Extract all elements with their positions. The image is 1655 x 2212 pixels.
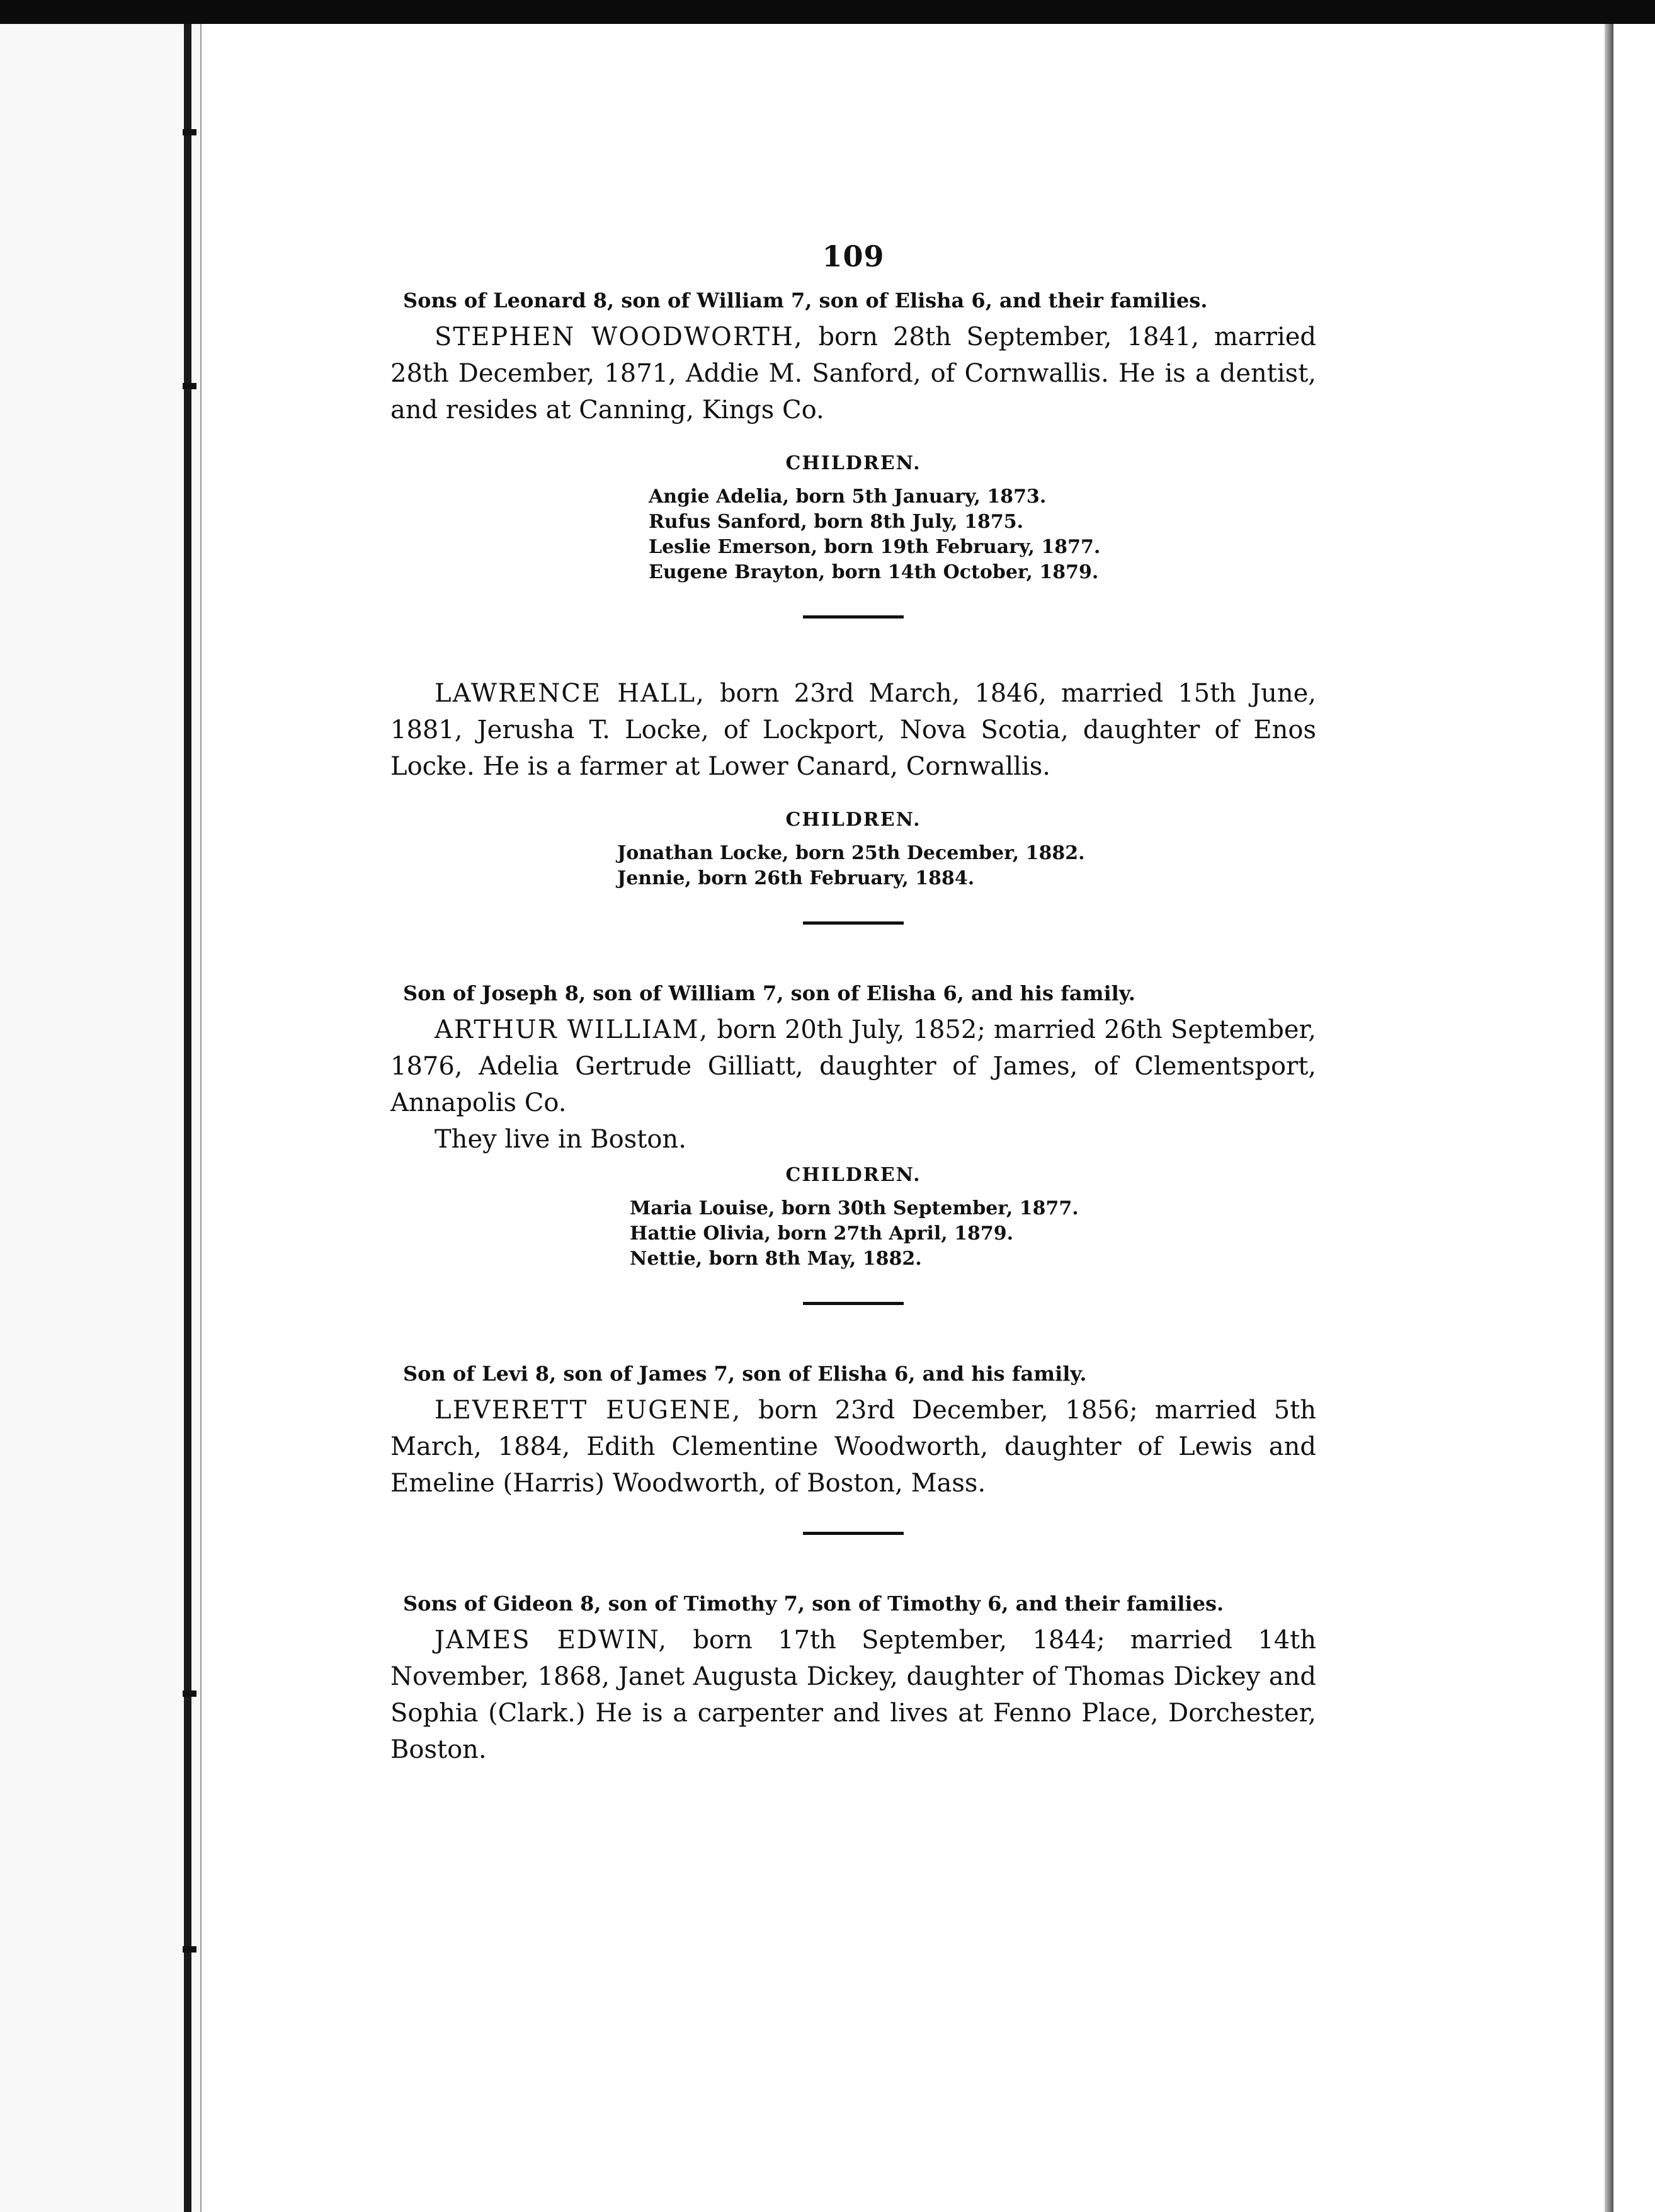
children-heading: CHILDREN. [785, 809, 921, 831]
page-right-edge [1605, 24, 1613, 2212]
person-name: JAMES EDWIN, [435, 1626, 668, 1655]
section-divider [803, 1532, 904, 1535]
family-entry [390, 1392, 1316, 1502]
child-item: Eugene Brayton, born 14th October, 1879. [649, 561, 1099, 583]
family-entry [390, 319, 1316, 428]
child-item: Leslie Emerson, born 19th February, 1877. [649, 536, 1101, 558]
person-name: ARTHUR WILLIAM, [435, 1015, 709, 1044]
family-section [390, 981, 1316, 1305]
family-section [390, 1362, 1316, 1535]
entry-text: born 23rd December, 1856; married 5th March, 1884, Edith Clementine Woodworth, daughter of Lewis and Emeline (Harris) Woodworth, of Boston, Mass. [390, 1396, 1316, 1498]
family-entry [390, 1012, 1316, 1121]
section-divider [803, 1302, 904, 1305]
person-name: LEVERETT EUGENE, [435, 1396, 742, 1425]
spine-tick-mark [183, 129, 196, 135]
child-item: Hattie Olivia, born 27th April, 1879. [630, 1223, 1014, 1245]
entry-text: born 20th July, 1852; married 26th September, 1876, Adelia Gertrude Gilliatt, daughter of James, of Clementsport, Annapolis Co. [390, 1015, 1316, 1117]
child-item: Jennie, born 26th February, 1884. [617, 867, 975, 889]
person-name: LAWRENCE HALL, [435, 679, 705, 708]
page-content [390, 239, 1316, 1768]
section-divider [803, 921, 904, 925]
spine-tick-mark [183, 1690, 196, 1697]
page-number: 109 [822, 239, 885, 273]
child-item: Rufus Sanford, born 8th July, 1875. [649, 511, 1024, 533]
section-divider [803, 615, 904, 619]
family-section [390, 288, 1316, 925]
lineage-heading: Son of Levi 8, son of James 7, son of Elisha 6, and his family. [403, 1362, 1087, 1386]
entry-text: born 28th September, 1841, married 28th December, 1871, Addie M. Sanford, of Cornwallis. He is a dentist, and resides at Canning, Kings Co. [390, 322, 1317, 425]
family-entry [390, 675, 1316, 785]
lineage-heading: Sons of Leonard 8, son of William 7, son of Elisha 6, and their families. [403, 288, 1208, 312]
family-entry [390, 1622, 1316, 1768]
scan-top-border [0, 0, 1655, 24]
entry-text: born 17th September, 1844; married 14th November, 1868, Janet Augusta Dickey, daughter of Thomas Dickey and Sophia (Clark.) He is a carpenter and lives at Fenno Place, Dorchester, Boston. [390, 1626, 1316, 1764]
children-list [390, 1196, 1316, 1272]
book-spine-edge [184, 24, 191, 2212]
entry-text: born 23rd March, 1846, married 15th June, 1881, Jerusha T. Locke, of Lockport, Nova Scotia, daughter of Enos Locke. He is a farmer at Lower Canard, Cornwallis. [390, 679, 1317, 781]
child-item: Maria Louise, born 30th September, 1877. [630, 1197, 1079, 1219]
children-heading: CHILDREN. [785, 452, 921, 474]
children-heading: CHILDREN. [785, 1164, 921, 1186]
children-list [390, 841, 1316, 891]
spine-tick-mark [183, 383, 196, 389]
person-name: STEPHEN WOODWORTH, [435, 322, 804, 351]
child-item: Nettie, born 8th May, 1882. [630, 1248, 922, 1270]
child-item: Angie Adelia, born 5th January, 1873. [649, 486, 1047, 508]
facing-page-margin [0, 24, 189, 2212]
lineage-heading: Sons of Gideon 8, son of Timothy 7, son of Timothy 6, and their families. [403, 1592, 1224, 1616]
family-section [390, 1592, 1316, 1768]
scan-right-margin [1613, 24, 1655, 2212]
entry-note: They live in Boston. [435, 1125, 686, 1154]
child-item: Jonathan Locke, born 25th December, 1882. [617, 842, 1085, 864]
lineage-heading: Son of Joseph 8, son of William 7, son of Elisha 6, and his family. [403, 981, 1135, 1005]
children-list [390, 484, 1316, 585]
spine-tick-mark [183, 1946, 196, 1953]
